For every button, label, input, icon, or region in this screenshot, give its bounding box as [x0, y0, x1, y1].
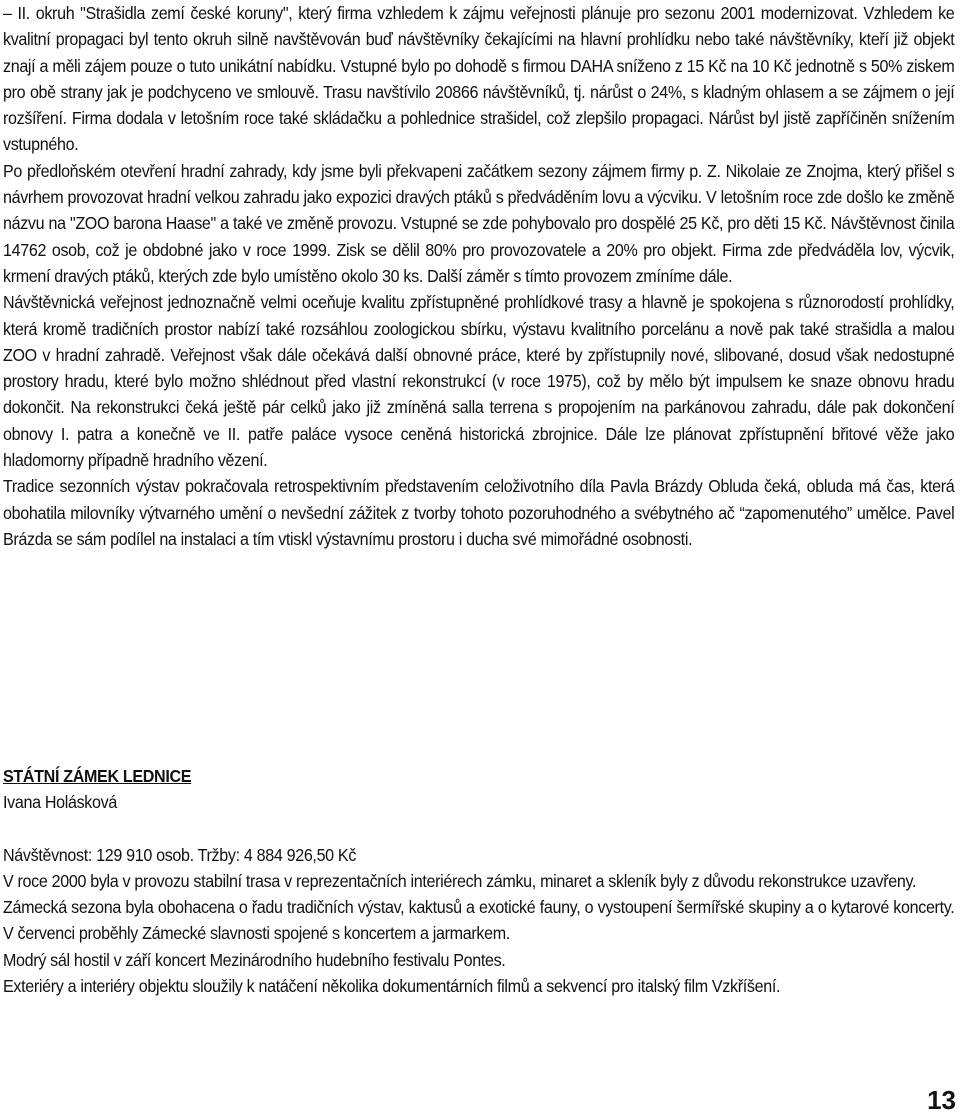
- section-author: Ivana Holásková: [3, 792, 117, 813]
- section-lednice: [3, 763, 954, 999]
- section-paragraph: Zámecká sezona byla obohacena o řadu tradičních výstav, kaktusů a exotické fauny, o vystoupení šermířské skupiny a o kytarové koncerty. V červenci proběhly Zámecké slavnosti spojené s koncertem a jarmarkem.: [3, 897, 955, 944]
- section-paragraph: Exteriéry a interiéry objektu sloužily k natáčení několika dokumentárních filmů a sekvencí pro italský film Vzkříšení.: [3, 976, 781, 997]
- paragraph-zoo: Po předloňském otevření hradní zahrady, kdy jsme byli překvapeni začátkem sezony zájmem firmy p. Z. Nikolaie ze Znojma, který přišel s návrhem provozovat hradní velkou zahradu jako expozici dravých ptáků s předváděním lovu a výcviku. V letošním roce zde došlo ke změně názvu na "ZOO barona Haase" a také ve změně provozu. Vstupné se zde pohybovalo pro dospělé 25 Kč, pro děti 15 Kč. Návštěvnost činila 14762 osob, což je obdobné jako v roce 1999. Zisk se dělil 80% pro provozovatele a 20% pro objekt. Firma zde předváděla lov, výcvik, krmení dravých ptáků, kterých zde bylo umístěno okolo 30 ks. Další záměr s tímto provozem zmíníme dále.: [3, 160, 955, 286]
- section-paragraph: Modrý sál hostil v září koncert Mezinárodního hudebního festivalu Pontes.: [3, 949, 506, 970]
- section-title: STÁTNÍ ZÁMEK LEDNICE: [3, 766, 192, 786]
- paragraph-strasidla: – II. okruh "Strašidla zemí české koruny", který firma vzhledem k zájmu veřejnosti plánuje pro sezonu 2001 modernizovat. Vzhledem ke kvalitní propagaci byl tento okruh silně navštěvován buď návštěvníky čekajícími na hlavní prohlídku nebo také návštěvníky, kteří již objekt znají a měli zájem pouze o tuto unikátní nabídku. Vstupné bylo po dohodě s firmou DAHA sníženo z 15 Kč na 10 Kč jednotně s 50% ziskem pro obě strany jak je podchyceno ve smlouvě. Trasu navštívilo 20866 návštěvníků, tj. nárůst o 24%, s kladným ohlasem a se zájmem o její rozšíření. Firma dodala v letošním roce také skládačku a pohlednice strašidel, což zlepšilo propagaci. Nárůst byl jistě zapříčiněn snížením vstupného.: [3, 3, 955, 155]
- page-number: 13: [927, 1085, 956, 1115]
- section-stats: Návštěvnost: 129 910 osob. Tržby: 4 884 926,50 Kč: [3, 844, 357, 865]
- section-spacer: [3, 816, 954, 842]
- section-paragraph: V roce 2000 byla v provozu stabilní trasa v reprezentačních interiérech zámku, minaret a skleník byly z důvodu rekonstrukce uzavřeny.: [3, 870, 917, 891]
- document-body: [3, 0, 954, 552]
- paragraph-vystavy: Tradice sezonních výstav pokračovala retrospektivním představením celoživotního díla Pavla Brázdy Obluda čeká, obluda má čas, která obohatila milovníky výtvarného umění o nevšední zážitek z tvorby tohoto pozoruhodného a svébytného ač “zapomenutého” umělce. Pavel Brázda se sám podílel na instalaci a tím vtiskl výstavnímu prostoru i ducha své mimořádné osobnosti.: [3, 476, 955, 549]
- paragraph-verejnost: Návštěvnická veřejnost jednoznačně velmi oceňuje kvalitu zpřístupněné prohlídkové trasy a hlavně je spokojena s různorodostí prohlídky, která kromě tradičních prostor nabízí také rozsáhlou zoologickou sbírku, výstavu kvalitního porcelánu a nově pak také strašidla a malou ZOO v hradní zahradě. Veřejnost však dále očekává další obnovné práce, které by zpřístupnily nové, slibované, dosud však nedostupné prostory hradu, které bylo možno shlédnout před vlastní rekonstrukcí (v roce 1975), což by mělo být impulsem ke snaze obnovu hradu dokončit. Na rekonstrukci čeká ještě pár celků jako již zmíněná salla terrena s propojením na parkánovou zahradu, dále pak dokončení obnovy I. patra a konečně ve II. patře paláce vysoce ceněná historická zbrojnice. Dále lze plánovat zpřístupnění břitové věže jako hladomorny případně hradního vězení.: [3, 292, 955, 471]
